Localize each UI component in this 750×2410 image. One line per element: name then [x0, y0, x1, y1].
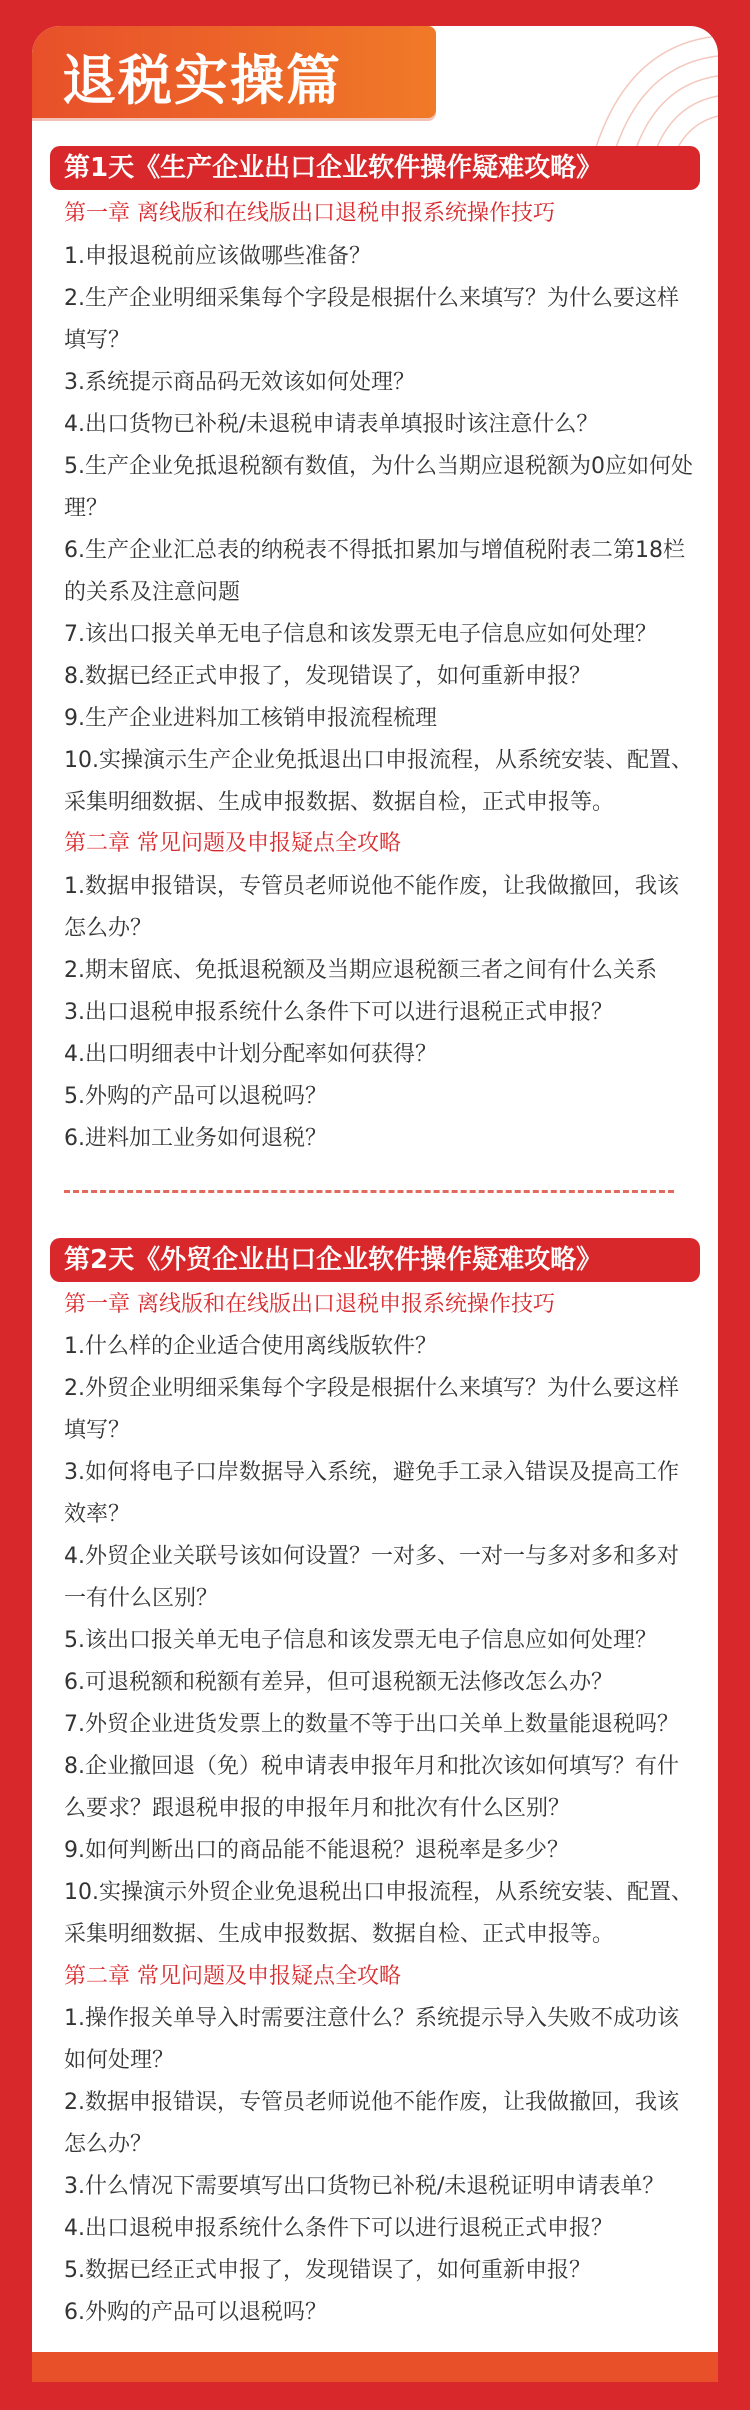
day2-chapter1-title: 第一章 离线版和在线版出口退税申报系统操作技巧 [64, 1292, 555, 1317]
list-item: 7.该出口报关单无电子信息和该发票无电子信息应如何处理？ [64, 622, 657, 647]
list-item: 9.如何判断出口的商品能不能退税？退税率是多少？ [64, 1838, 569, 1863]
list-item: 6.进料加工业务如何退税？ [64, 1126, 327, 1151]
list-item: 6.可退税额和税额有差异，但可退税额无法修改怎么办？ [64, 1670, 613, 1695]
list-item: 10.实操演示外贸企业免退税出口申报流程，从系统安装、配置、采集明细数据、生成申报数据、数据自检、正式申报等。 [64, 1880, 693, 1947]
list-item: 8.数据已经正式申报了，发现错误了，如何重新申报？ [64, 664, 591, 689]
day2-chapter2-title: 第二章 常见问题及申报疑点全攻略 [64, 1964, 401, 1989]
list-item: 6.外购的产品可以退税吗？ [64, 2300, 327, 2325]
list-item: 5.生产企业免抵退税额有数值，为什么当期应退税额为0应如何处理？ [64, 454, 693, 521]
bottom-accent-bar [32, 2352, 718, 2382]
list-item: 3.系统提示商品码无效该如何处理？ [64, 370, 415, 395]
list-item: 1.操作报关单导入时需要注意什么？系统提示导入失败不成功该如何处理？ [64, 2006, 679, 2073]
page-title: 退税实操篇 [62, 49, 342, 112]
list-item: 3.出口退税申报系统什么条件下可以进行退税正式申报？ [64, 1000, 613, 1025]
list-item: 8.企业撤回退（免）税申请表申报年月和批次该如何填写？有什么要求？跟退税申报的申报年月和批次有什么区别？ [64, 1754, 679, 1821]
list-item: 4.出口货物已补税/未退税申请表单填报时该注意什么？ [64, 412, 599, 437]
day1-chapter2-title: 第二章 常见问题及申报疑点全攻略 [64, 831, 401, 856]
list-item: 5.数据已经正式申报了，发现错误了，如何重新申报？ [64, 2258, 591, 2283]
day2-title-bar: 第2天《外贸企业出口企业软件操作疑难攻略》 [50, 1238, 700, 1282]
list-item: 3.什么情况下需要填写出口货物已补税/未退税证明申请表单？ [64, 2174, 665, 2199]
section-divider [64, 1190, 674, 1193]
day1-chapter1-title: 第一章 离线版和在线版出口退税申报系统操作技巧 [64, 201, 555, 226]
section-header-tab [32, 26, 436, 118]
list-item: 9.生产企业进料加工核销申报流程梳理 [64, 706, 437, 731]
list-item: 7.外贸企业进货发票上的数量不等于出口关单上数量能退税吗？ [64, 1712, 679, 1737]
list-item: 10.实操演示生产企业免抵退出口申报流程，从系统安装、配置、采集明细数据、生成申报数据、数据自检，正式申报等。 [64, 748, 693, 815]
list-item: 2.期末留底、免抵退税额及当期应退税额三者之间有什么关系 [64, 958, 657, 983]
list-item: 2.生产企业明细采集每个字段是根据什么来填写？为什么要这样填写？ [64, 286, 679, 353]
list-item: 6.生产企业汇总表的纳税表不得抵扣累加与增值税附表二第18栏的关系及注意问题 [64, 538, 685, 605]
list-item: 1.数据申报错误，专管员老师说他不能作废，让我做撤回，我该怎么办？ [64, 874, 679, 941]
list-item: 2.数据申报错误，专管员老师说他不能作废，让我做撤回，我该怎么办？ [64, 2090, 679, 2157]
list-item: 5.外购的产品可以退税吗？ [64, 1084, 327, 1109]
list-item: 4.出口退税申报系统什么条件下可以进行退税正式申报？ [64, 2216, 613, 2241]
day1-title-bar: 第1天《生产企业出口企业软件操作疑难攻略》 [50, 146, 700, 190]
list-item: 1.什么样的企业适合使用离线版软件？ [64, 1334, 437, 1359]
list-item: 2.外贸企业明细采集每个字段是根据什么来填写？为什么要这样填写？ [64, 1376, 679, 1443]
list-item: 4.出口明细表中计划分配率如何获得？ [64, 1042, 437, 1067]
list-item: 3.如何将电子口岸数据导入系统，避免手工录入错误及提高工作效率？ [64, 1460, 679, 1527]
list-item: 4.外贸企业关联号该如何设置？一对多、一对一与多对多和多对一有什么区别？ [64, 1544, 679, 1611]
list-item: 1.申报退税前应该做哪些准备？ [64, 244, 371, 269]
list-item: 5.该出口报关单无电子信息和该发票无电子信息应如何处理？ [64, 1628, 657, 1653]
